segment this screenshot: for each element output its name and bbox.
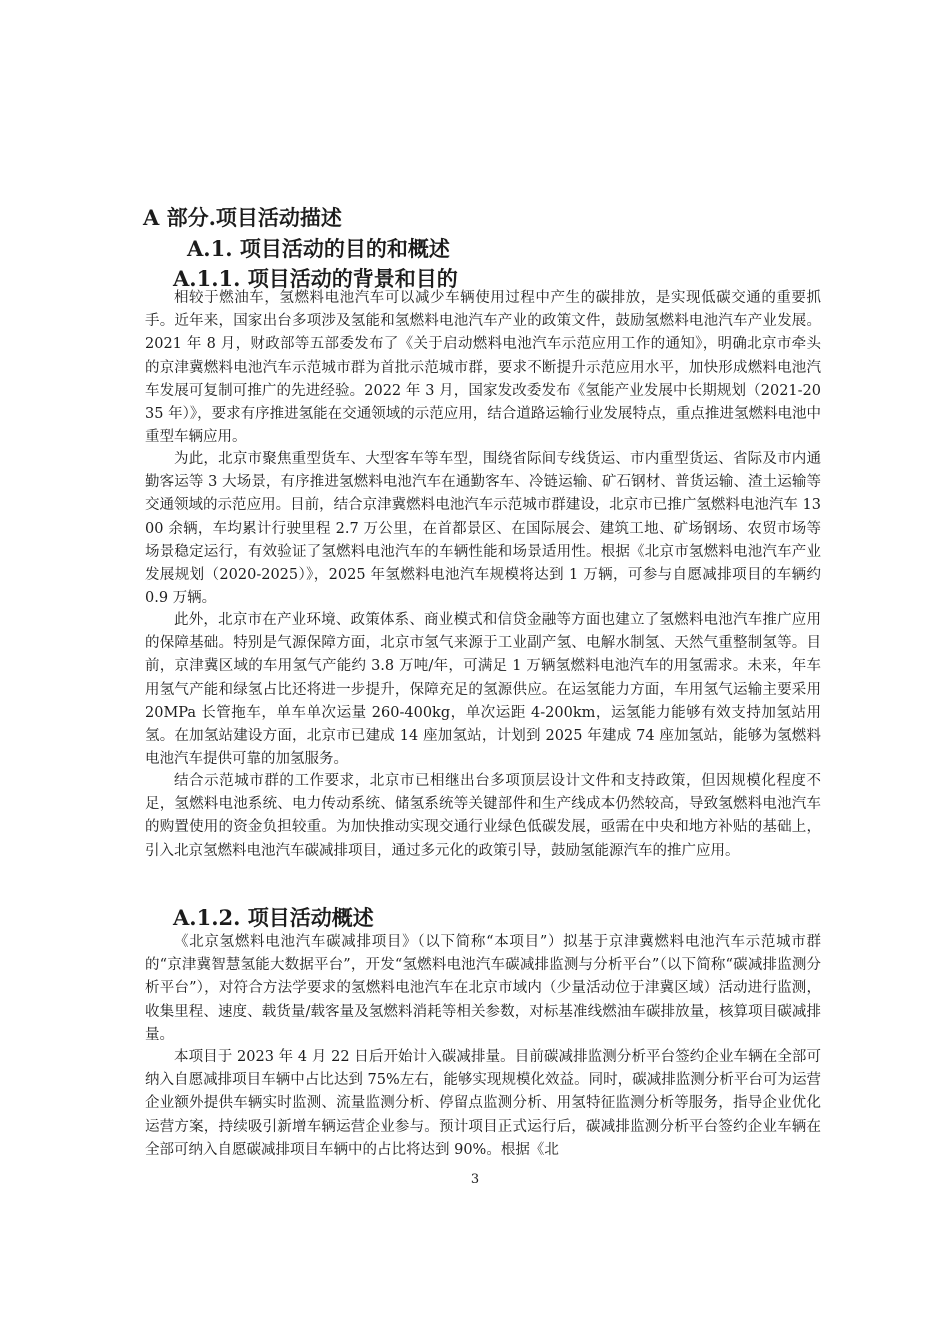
section-heading: A.1. 项目活动的目的和概述 bbox=[187, 236, 450, 261]
paragraph-cost-challenge: 结合示范城市群的工作要求，北京市已相继出台多项顶层设计文件和支持政策，但因规模化程度不足，氢燃料电池系统、电力传动系统、储氢系统等关键部件和生产线成本仍然较高，导致氢燃料电池汽车的购置使用的资金负担较重。为加快推动实现交通行业绿色低碳发展，亟需在中央和地方补贴的基础上，引入北京氢燃料电池汽车碳减排项目，通过多元化的政策引导，鼓励氢能源汽车的推广应用。 bbox=[145, 773, 821, 859]
paragraph-crediting-start: 本项目于 2023 年 4 月 22 日后开始计入碳减排量。目前碳减排监测分析平台签约企业车辆在全部可纳入自愿减排项目车辆中占比达到 75%左右，能够实现规模化效益。同时，碳减排监测分析平台可为运营企业额外提供车辆实时监测、流量监测分析、停留点监测分析、用氢特征监测分析等服务，指导企业优化运营方案，持续吸引新增车辆运营企业参与。预计项目正式运行后，碳减排监测分析平台签约企业车辆在全部可纳入自愿碳减排项目车辆中的占比将达到 90%。根据《北 bbox=[145, 1049, 821, 1158]
paragraph-hydrogen-supply: 此外，北京市在产业环境、政策体系、商业模式和信贷金融等方面也建立了氢燃料电池汽车推广应用的保障基础。特别是气源保障方面，北京市氢气来源于工业副产氢、电解水制氢、天然气重整制氢等。目前，京津冀区域的车用氢气产能约 3.8 万吨/年，可满足 1 万辆氢燃料电池汽车的用氢需求。未来，年车用氢气产能和绿氢占比还将进一步提升，保障充足的氢源供应。在运氢能力方面，车用氢气运输主要采用 20MPa 长管拖车，单车单次运量 260-400kg，单次运距 4-200km，运氢能力能够有效支持加氢站用氢。在加氢站建设方面，北京市已建成 14 座加氢站，计划到 2025 年建成 74 座加氢站，能够为氢燃料电池汽车提供可靠的加氢服务。 bbox=[145, 612, 821, 768]
subsection-heading-overview: A.1.2. 项目活动概述 bbox=[173, 905, 374, 930]
paragraph-policy-background: 相较于燃油车，氢燃料电池汽车可以减少车辆使用过程中产生的碳排放，是实现低碳交通的重要抓手。近年来，国家出台多项涉及氢能和氢燃料电池汽车产业的政策文件，鼓励氢燃料电池汽车产业发展。2021 年 8 月，财政部等五部委发布了《关于启动燃料电池汽车示范应用工作的通知》，明确北京市牵头的京津冀燃料电池汽车示范城市群为首批示范城市群，要求不断提升示范应用水平，加快形成燃料电池汽车发展可复制可推广的先进经验。2022 年 3 月，国家发改委发布《氢能产业发展中长期规划（2021-2035 年）》，要求有序推进氢能在交通领域的示范应用，结合道路运输行业发展特点，重点推进氢燃料电池中重型车辆应用。 bbox=[145, 290, 821, 446]
page-number: 3 bbox=[470, 1172, 480, 1187]
subsection-heading-background: A.1.1. 项目活动的背景和目的 bbox=[173, 266, 458, 291]
part-heading: A 部分.项目活动描述 bbox=[143, 205, 342, 230]
paragraph-project-description: 《北京氢燃料电池汽车碳减排项目》（以下简称“本项目”）拟基于京津冀燃料电池汽车示范城市群的“京津冀智慧氢能大数据平台”，开发“氢燃料电池汽车碳减排监测与分析平台”（以下简称“碳减排监测分析平台”），对符合方法学要求的氢燃料电池汽车在北京市域内（少量活动位于津冀区域）活动进行监测，收集里程、速度、载货量/载客量及氢燃料消耗等相关参数，对标基准线燃油车碳排放量，核算项目碳减排量。 bbox=[145, 934, 821, 1043]
paragraph-demonstration-scenarios: 为此，北京市聚焦重型货车、大型客车等车型，围绕省际间专线货运、市内重型货运、省际及市内通勤客运等 3 大场景，有序推进氢燃料电池汽车在通勤客车、冷链运输、矿石钢材、普货运输、渣土运输等交通领域的示范应用。目前，结合京津冀燃料电池汽车示范城市群建设，北京市已推广氢燃料电池汽车 1300 余辆，车均累计行驶里程 2.7 万公里，在首都景区、在国际展会、建筑工地、矿场钢场、农贸市场等场景稳定运行，有效验证了氢燃料电池汽车的车辆性能和场景适用性。根据《北京市氢燃料电池汽车产业发展规划（2020-2025）》，2025 年氢燃料电池汽车规模将达到 1 万辆，可参与自愿减排项目的车辆约 0.9 万辆。 bbox=[145, 451, 821, 607]
